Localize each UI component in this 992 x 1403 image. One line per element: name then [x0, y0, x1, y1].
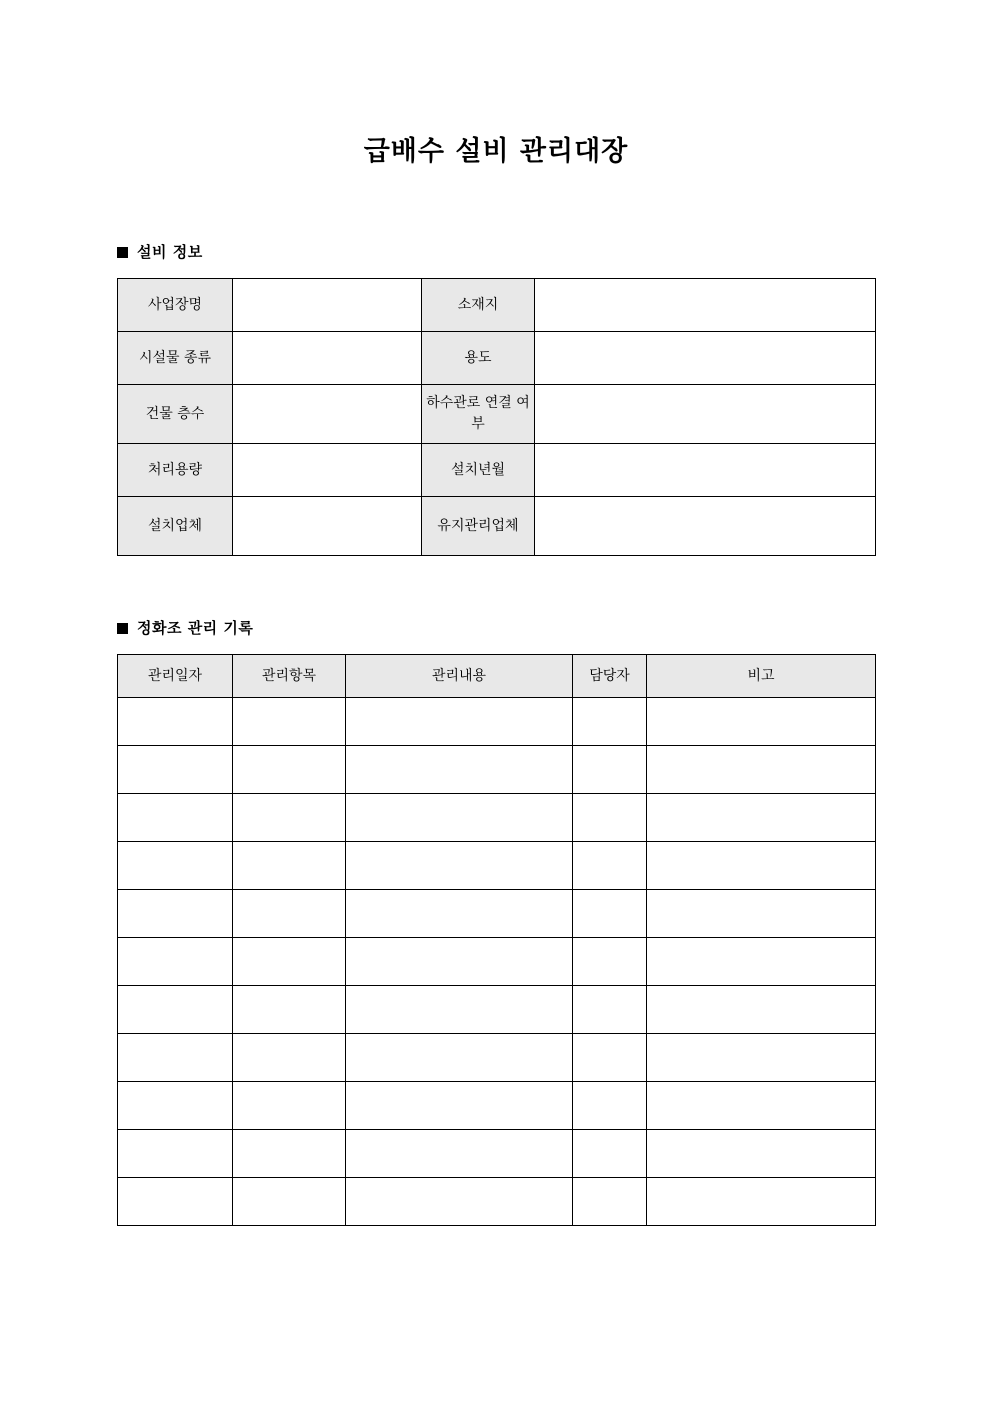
table-cell-input[interactable]	[233, 746, 346, 794]
table-cell-input[interactable]	[573, 1034, 647, 1082]
field-label: 소재지	[422, 279, 535, 332]
bullet-square-icon	[117, 623, 128, 634]
field-label: 용도	[422, 332, 535, 385]
table-row	[118, 1034, 876, 1082]
table-row	[118, 698, 876, 746]
table-cell-input[interactable]	[118, 842, 233, 890]
table-cell-input[interactable]	[647, 842, 876, 890]
table-cell-input[interactable]	[118, 698, 233, 746]
table-header-row	[118, 655, 876, 698]
table-cell-input[interactable]	[346, 794, 573, 842]
field-value-input[interactable]	[535, 385, 876, 444]
field-value-input[interactable]	[535, 279, 876, 332]
table-cell-input[interactable]	[647, 1130, 876, 1178]
table-cell-input[interactable]	[647, 1178, 876, 1226]
table-row	[118, 794, 876, 842]
field-label: 설치년월	[422, 444, 535, 497]
table-cell-input[interactable]	[573, 794, 647, 842]
field-label: 처리용량	[118, 444, 233, 497]
field-value-input[interactable]	[535, 332, 876, 385]
field-label: 시설물 종류	[118, 332, 233, 385]
table-cell-input[interactable]	[647, 746, 876, 794]
table-row	[118, 746, 876, 794]
section-heading-management-log	[117, 618, 875, 638]
field-label: 건물 층수	[118, 385, 233, 444]
table-cell-input[interactable]	[233, 1034, 346, 1082]
table-cell-input[interactable]	[647, 1082, 876, 1130]
table-cell-input[interactable]	[647, 938, 876, 986]
column-header: 관리내용	[346, 655, 573, 698]
table-cell-input[interactable]	[233, 842, 346, 890]
table-cell-input[interactable]	[118, 1178, 233, 1226]
section-heading-label: 정화조 관리 기록	[137, 619, 254, 637]
table-cell-input[interactable]	[346, 1034, 573, 1082]
field-value-input[interactable]	[535, 497, 876, 556]
table-cell-input[interactable]	[233, 890, 346, 938]
column-header: 관리항목	[233, 655, 346, 698]
field-value-input[interactable]	[233, 444, 422, 497]
table-cell-input[interactable]	[233, 794, 346, 842]
table-cell-input[interactable]	[573, 698, 647, 746]
bullet-square-icon	[117, 247, 128, 258]
management-log-table	[117, 654, 876, 1226]
table-cell-input[interactable]	[573, 938, 647, 986]
section-heading-facility-info	[117, 242, 875, 262]
table-cell-input[interactable]	[647, 698, 876, 746]
facility-info-row	[118, 497, 876, 556]
table-cell-input[interactable]	[573, 986, 647, 1034]
table-cell-input[interactable]	[233, 1178, 346, 1226]
table-cell-input[interactable]	[118, 938, 233, 986]
section-heading-label: 설비 정보	[137, 243, 203, 261]
table-cell-input[interactable]	[346, 986, 573, 1034]
table-cell-input[interactable]	[118, 1034, 233, 1082]
facility-info-row	[118, 279, 876, 332]
table-row	[118, 938, 876, 986]
table-cell-input[interactable]	[346, 842, 573, 890]
table-cell-input[interactable]	[233, 1130, 346, 1178]
table-cell-input[interactable]	[346, 1082, 573, 1130]
table-row	[118, 890, 876, 938]
column-header: 담당자	[573, 655, 647, 698]
table-cell-input[interactable]	[647, 794, 876, 842]
facility-info-section	[117, 172, 875, 556]
table-cell-input[interactable]	[573, 842, 647, 890]
table-cell-input[interactable]	[118, 986, 233, 1034]
field-label: 하수관로 연결 여부	[422, 385, 535, 444]
table-cell-input[interactable]	[346, 1178, 573, 1226]
table-row	[118, 1082, 876, 1130]
table-cell-input[interactable]	[118, 746, 233, 794]
table-cell-input[interactable]	[233, 986, 346, 1034]
table-cell-input[interactable]	[346, 1130, 573, 1178]
table-cell-input[interactable]	[233, 938, 346, 986]
table-cell-input[interactable]	[118, 1082, 233, 1130]
table-row	[118, 1130, 876, 1178]
table-cell-input[interactable]	[647, 890, 876, 938]
facility-info-row	[118, 332, 876, 385]
table-cell-input[interactable]	[346, 698, 573, 746]
field-value-input[interactable]	[233, 497, 422, 556]
table-cell-input[interactable]	[346, 938, 573, 986]
table-cell-input[interactable]	[118, 794, 233, 842]
field-label: 유지관리업체	[422, 497, 535, 556]
facility-info-row	[118, 385, 876, 444]
table-cell-input[interactable]	[573, 1082, 647, 1130]
table-row	[118, 1178, 876, 1226]
table-cell-input[interactable]	[573, 1130, 647, 1178]
table-row	[118, 842, 876, 890]
table-row	[118, 986, 876, 1034]
table-cell-input[interactable]	[346, 890, 573, 938]
field-value-input[interactable]	[233, 332, 422, 385]
table-cell-input[interactable]	[118, 890, 233, 938]
facility-info-table	[117, 278, 876, 556]
field-value-input[interactable]	[233, 279, 422, 332]
page-title: 급배수 설비 관리대장	[363, 136, 629, 167]
field-value-input[interactable]	[535, 444, 876, 497]
table-cell-input[interactable]	[573, 746, 647, 794]
field-value-input[interactable]	[233, 385, 422, 444]
facility-info-row	[118, 444, 876, 497]
table-cell-input[interactable]	[346, 746, 573, 794]
table-cell-input[interactable]	[647, 986, 876, 1034]
table-cell-input[interactable]	[233, 1082, 346, 1130]
column-header: 관리일자	[118, 655, 233, 698]
table-cell-input[interactable]	[118, 1130, 233, 1178]
field-label: 설치업체	[118, 497, 233, 556]
field-label: 사업장명	[118, 279, 233, 332]
table-cell-input[interactable]	[233, 698, 346, 746]
management-log-section	[117, 556, 875, 1226]
table-cell-input[interactable]	[647, 1034, 876, 1082]
table-cell-input[interactable]	[573, 1178, 647, 1226]
table-cell-input[interactable]	[573, 890, 647, 938]
column-header: 비고	[647, 655, 876, 698]
